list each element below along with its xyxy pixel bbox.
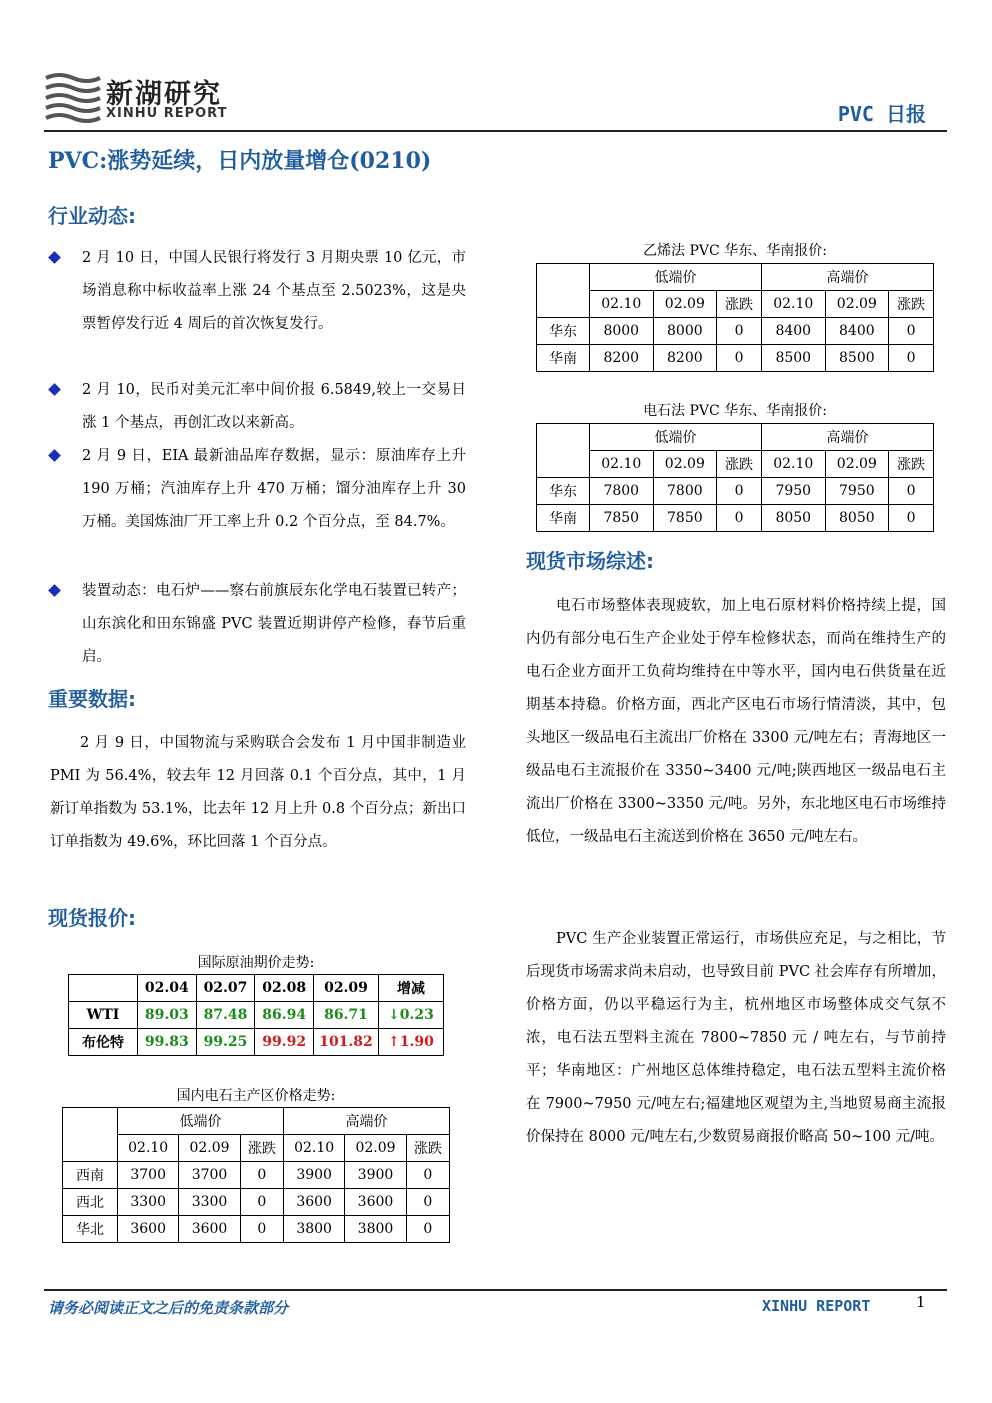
table-cell: 0 [717,345,762,372]
table-cell: 7950 [825,478,889,505]
table-cell: 101.82 [314,1029,379,1056]
diamond-bullet-icon [48,383,61,396]
section-heading-spot-market: 现货市场综述: [526,549,654,573]
table-cell: 99.92 [255,1029,314,1056]
table-row [63,1216,450,1243]
table-cell: 0 [889,345,934,372]
table-cell: 0 [240,1189,283,1216]
table-group-header: 低端价 [590,264,762,291]
table-row [63,1162,450,1189]
page-number: 1 [916,1293,926,1311]
table-cell: 0 [240,1216,283,1243]
table-cell: 3700 [179,1162,240,1189]
bullet-text: 装置动态：电石炉——察右前旗辰东化学电石装置已转产；山东滨化和田东锦盛 PVC 装置近期讲停产检修，春节后重启。 [82,583,466,665]
table-cell: 8000 [653,318,717,345]
table-cell: 7850 [653,505,717,532]
table-header-cell: 涨跌 [240,1135,283,1162]
change-cell: ↑1.90 [379,1029,444,1056]
ethylene-pvc-price-table [536,263,934,372]
table-cell: 99.25 [196,1029,255,1056]
table-row [69,1002,444,1029]
table-header-cell: 02.10 [761,291,825,318]
table-cell: 3700 [118,1162,179,1189]
table-header-cell: 02.09 [345,1135,406,1162]
table-cell: 华南 [537,345,590,372]
diamond-bullet-icon [48,449,61,462]
table-cell: 0 [240,1162,283,1189]
table-cell: 西南 [63,1162,118,1189]
header-divider [44,130,947,132]
table-header-row [537,424,934,451]
section-heading-key-data: 重要数据: [48,687,136,711]
table-group-header: 低端价 [590,424,762,451]
table-group-header: 低端价 [118,1108,284,1135]
table-header-row [537,451,934,478]
table-cell: 3600 [179,1216,240,1243]
table-header-cell: 02.09 [314,975,379,1002]
bullet-text: 2 月 10，民币对美元汇率中间价报 6.5849,较上一交易日涨 1 个基点，再创汇改以来新高。 [82,382,466,431]
diamond-bullet-icon [48,584,61,597]
table-header-cell: 02.10 [590,451,654,478]
table-header-cell: 涨跌 [717,451,762,478]
footer-brand: XINHU REPORT [762,1297,871,1315]
table-header-cell [537,424,590,478]
logo-text-zh: 新湖研究 [106,79,222,110]
table-header-cell: 涨跌 [717,291,762,318]
table-cell: 0 [406,1189,449,1216]
section-heading-industry: 行业动态: [48,204,136,228]
table-header-cell: 02.04 [138,975,197,1002]
table-cell: 8200 [653,345,717,372]
calcium-pvc-price-table [536,423,934,532]
table-cell: 8400 [825,318,889,345]
section-heading-spot-price: 现货报价: [48,906,136,930]
table-cell: 西北 [63,1189,118,1216]
key-data-paragraph: 2 月 9 日，中国物流与采购联合会发布 1 月中国非制造业 PMI 为 56.4%，较去年 12 月回落 0.1 个百分点，其中，1 月新订单指数为 53.1%，比去年 12 月上升 0.8 个百分点；新出口订单指数为 49.6%，环比回落 1 个百分点。 [50,735,466,850]
table-cell: 7800 [590,478,654,505]
table-cell: 0 [889,318,934,345]
table-cell: 3800 [283,1216,344,1243]
table-header-cell: 02.09 [653,451,717,478]
table-header-row [63,1135,450,1162]
table-header-row [69,975,444,1002]
table-cell: 华东 [537,318,590,345]
table-cell: 7950 [761,478,825,505]
table-cell: 3600 [283,1189,344,1216]
table-cell: 87.48 [196,1002,255,1029]
wave-logo-icon [44,70,102,126]
table-cell: 华北 [63,1216,118,1243]
table-header-cell: 02.10 [283,1135,344,1162]
table-cell: 3800 [345,1216,406,1243]
table-row [63,1189,450,1216]
table-row [537,478,934,505]
table-header-cell [63,1108,118,1162]
table-cell: 86.71 [314,1002,379,1029]
table-header-cell: 02.09 [179,1135,240,1162]
report-type: PVC 日报 [837,102,926,126]
table-cell: 0 [717,318,762,345]
table-header-cell: 02.09 [825,291,889,318]
footer-divider [44,1289,947,1291]
table-cell: 8400 [761,318,825,345]
table-header-cell: 02.09 [825,451,889,478]
table-cell: 8200 [590,345,654,372]
logo-text-en: XINHU REPORT [106,106,228,121]
table-cell: 3600 [118,1216,179,1243]
table-group-header: 高端价 [761,424,933,451]
table-cell: 0 [889,478,934,505]
table-row [537,345,934,372]
table-row [69,1029,444,1056]
table-header-cell: 02.10 [590,291,654,318]
carbide-table-caption: 国内电石主产区价格走势: [176,1088,336,1104]
spot-market-paragraph-2: PVC 生产企业装置正常运行，市场供应充足，与之相比，节后现货市场需求尚未启动，也导致目前 PVC 社会库存有所增加，价格方面，仍以平稳运行为主，杭州地区市场整体成交气氛不浓，电石法五型料主流在 7800~7850 元 / 吨左右，与节前持平；华南地区：广州地区总体维持稳定，电石法五型料主流价格在 7900~7950 元/吨左右;福建地区观望为主,当地贸易商主流报价保持在 8000 元/吨左右,少数贸易商报价略高 50~100 元/吨。 [526,931,946,1145]
table-header-cell: 02.08 [255,975,314,1002]
table-cell: 3900 [283,1162,344,1189]
table-cell: 0 [406,1162,449,1189]
table-cell: 0 [406,1216,449,1243]
table-header-cell: 02.10 [118,1135,179,1162]
table-cell: 0 [717,478,762,505]
table-cell: 8500 [825,345,889,372]
company-logo [44,70,244,126]
table-cell: 8000 [590,318,654,345]
table-cell: 华南 [537,505,590,532]
disclaimer-note: 请务必阅读正文之后的免责条款部分 [48,1299,289,1317]
table-cell: 3300 [118,1189,179,1216]
change-cell: ↓0.23 [379,1002,444,1029]
table-cell: 0 [717,505,762,532]
table-header-row [537,264,934,291]
ethylene-table-caption: 乙烯法 PVC 华东、华南报价: [643,243,827,259]
table-group-header: 高端价 [761,264,933,291]
table-cell: 布伦特 [69,1029,138,1056]
table-cell: 7800 [653,478,717,505]
table-cell: 3600 [345,1189,406,1216]
table-header-cell: 涨跌 [889,291,934,318]
table-cell: 7850 [590,505,654,532]
bullet-text: 2 月 10 日，中国人民银行将发行 3 月期央票 10 亿元，市场消息称中标收益率上涨 24 个基点至 2.5023%，这是央票暂停发行近 4 周后的首次恢复发行。 [82,250,466,332]
table-header-row [537,291,934,318]
table-cell: 86.94 [255,1002,314,1029]
calcium-table-caption: 电石法 PVC 华东、华南报价: [643,403,827,419]
carbide-price-table [62,1107,450,1243]
table-header-cell: 涨跌 [406,1135,449,1162]
table-cell: 8050 [825,505,889,532]
table-cell: WTI [69,1002,138,1029]
table-cell: 99.83 [138,1029,197,1056]
table-header-cell: 02.09 [653,291,717,318]
table-header-row [63,1108,450,1135]
table-header-cell: 增减 [379,975,444,1002]
bullet-text: 2 月 9 日，EIA 最新油品库存数据，显示：原油库存上升 190 万桶；汽油库存上升 470 万桶；馏分油库存上升 30 万桶。美国炼油厂开工率上升 0.2 个百分点，至 84.7%。 [82,448,466,530]
oil-price-table [68,974,444,1056]
table-group-header: 高端价 [283,1108,449,1135]
page-title: PVC:涨势延续，日内放量增仓(0210) [48,148,432,174]
table-cell: 3300 [179,1189,240,1216]
table-cell: 8050 [761,505,825,532]
table-header-cell: 涨跌 [889,451,934,478]
table-cell: 3900 [345,1162,406,1189]
table-header-cell: 02.07 [196,975,255,1002]
spot-market-paragraph-1: 电石市场整体表现疲软，加上电石原材料价格持续上提，国内仍有部分电石生产企业处于停车检修状态，而尚在维持生产的电石企业方面开工负荷均维持在中等水平，国内电石供货量在近期基本持稳。价格方面，西北产区电石市场行情清淡，其中，包头地区一级品电石主流出厂价格在 3300 元/吨左右；青海地区一级品电石主流报价在 3350~3400 元/吨;陕西地区一级品电石主流出厂价格在 3300~3350 元/吨。另外，东北地区电石市场维持低位，一级品电石主流送到价格在 3650 元/吨左右。 [526,598,946,845]
oil-table-caption: 国际原油期价走势: [197,955,315,971]
table-header-cell: 02.10 [761,451,825,478]
table-cell: 89.03 [138,1002,197,1029]
diamond-bullet-icon [48,251,61,264]
table-row [537,505,934,532]
table-cell: 8500 [761,345,825,372]
table-cell: 0 [889,505,934,532]
table-cell: 华东 [537,478,590,505]
table-row [537,318,934,345]
table-header-cell [69,975,138,1002]
table-header-cell [537,264,590,318]
